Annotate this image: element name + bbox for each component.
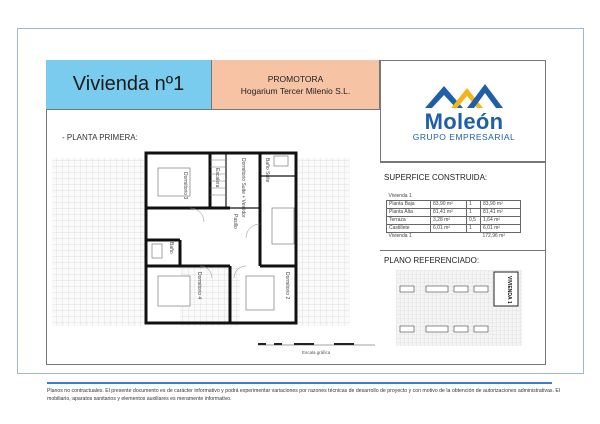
room-escalera: Escalera xyxy=(214,168,220,188)
promoter-label: PROMOTORA xyxy=(267,73,324,84)
terrace-right xyxy=(298,158,350,326)
room-dormitorio-suite: Dormitorio Suite + Vestidor xyxy=(240,158,246,218)
graphic-scale-label: Escala gráfica xyxy=(302,350,331,355)
superficie-title: SUPERFICE CONSTRUIDA: xyxy=(384,173,488,182)
table-row: Castillete 6,01 m² 1 6,01 m² xyxy=(387,224,521,232)
graphic-scale xyxy=(258,343,375,345)
terrace-left xyxy=(52,158,146,326)
housing-title: Vivienda nº1 xyxy=(46,60,212,110)
room-bano-suite: Baño Suite xyxy=(264,158,270,183)
logo-wordmark: Moleón xyxy=(424,109,504,134)
plano-referenciado-title: PLANO REFERENCIADO: xyxy=(384,256,480,265)
promoter-name: Hogarium Tercer Milenio S.L. xyxy=(240,85,351,96)
room-dormitorio-2: Dormitorio 2 xyxy=(284,272,290,300)
table-row: Terraza 3,28 m² 0,5 1,64 m² xyxy=(387,216,521,224)
footer-rule xyxy=(47,382,552,384)
promoter-box xyxy=(212,60,380,110)
logo-subtitle: GRUPO EMPRESARIAL xyxy=(412,132,516,142)
room-dormitorio-4: Dormitorio 4 xyxy=(196,272,202,300)
roofs-logo-icon xyxy=(423,80,505,110)
table-row: Planta Alta 81,41 m² 1 81,41 m² xyxy=(387,208,521,216)
logo-box xyxy=(380,60,546,162)
room-bano: Baño xyxy=(168,242,174,254)
room-dormitorio-3: Dormitorio 3 xyxy=(182,172,188,200)
key-plan xyxy=(396,270,522,346)
superficie-caption: Vivienda 1 xyxy=(388,192,412,199)
total-row: Vivienda 1 172,96 m² xyxy=(388,233,506,240)
footer-disclaimer: Planos no contractuales. El presente documento es de carácter informativo y podrá experimentar variaciones por razones técnicas de desarrollo de proyecto y con motivo de la obtención de autorizaciones administrativas. El mobiliario, aparatos sanitarios y elementos auxiliares es meramente informativo. xyxy=(47,388,560,402)
room-pasillo: Pasillo xyxy=(232,214,238,229)
floor-plan xyxy=(50,148,375,358)
superficie-table xyxy=(386,192,521,240)
divider-superficie xyxy=(380,162,546,163)
plan-section-label: - PLANTA PRIMERA: xyxy=(62,133,138,142)
divider-plano xyxy=(380,250,546,251)
table-row: Planta Baja 83,90 m² 1 83,90 m² xyxy=(387,200,521,208)
key-plan-tag: VIVIENDA 1 xyxy=(506,276,512,304)
